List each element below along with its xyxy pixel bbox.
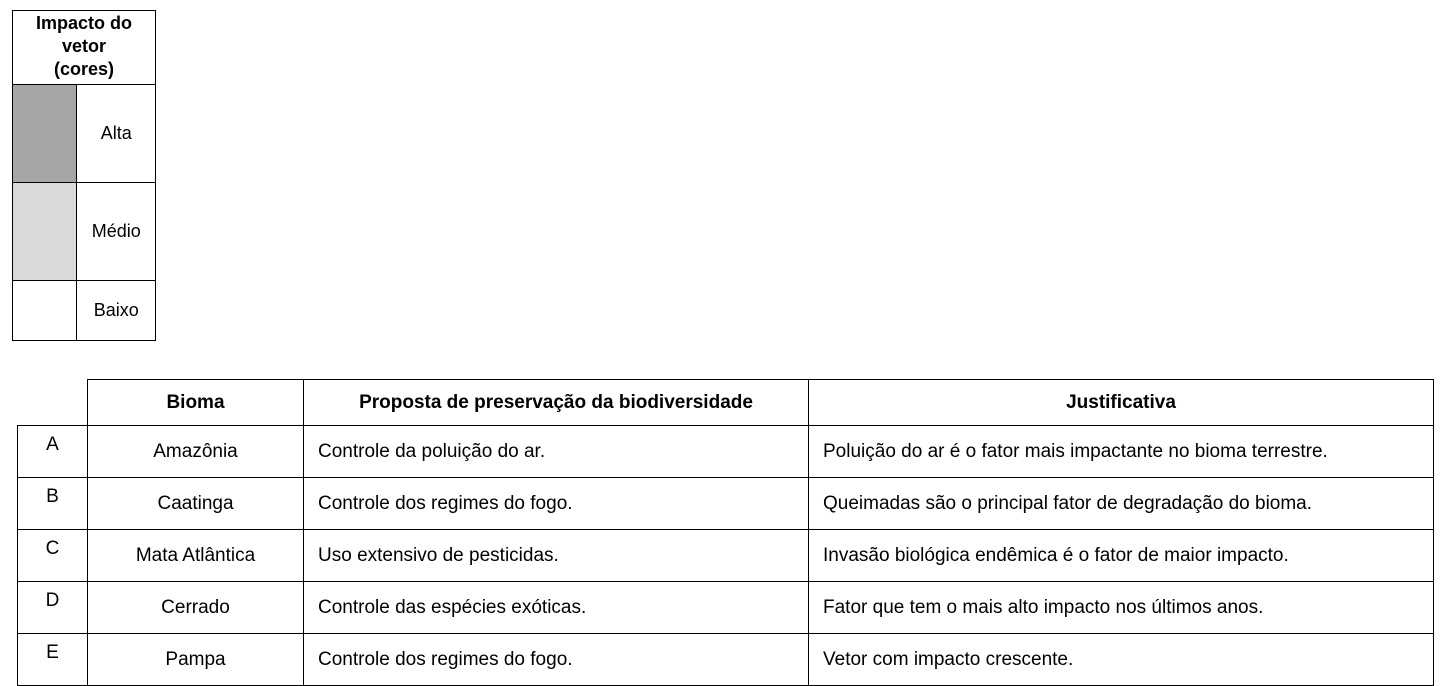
- justificativa-cell: Vetor com impacto crescente.: [809, 634, 1434, 686]
- proposta-cell: Uso extensivo de pesticidas.: [304, 530, 809, 582]
- justificativa-cell: Poluição do ar é o fator mais impactante no bioma terrestre.: [809, 426, 1434, 478]
- table-row: [18, 478, 1434, 530]
- header-proposta: Proposta de preservação da biodiversidade: [304, 380, 809, 426]
- justificativa-cell: Fator que tem o mais alto impacto nos últimos anos.: [809, 582, 1434, 634]
- header-justificativa: Justificativa: [809, 380, 1434, 426]
- legend-swatch-medium: [13, 183, 77, 281]
- legend-title: Impacto do vetor (cores): [13, 11, 156, 85]
- header-corner: [18, 380, 88, 426]
- bioma-cell: Mata Atlântica: [88, 530, 304, 582]
- bioma-cell: Caatinga: [88, 478, 304, 530]
- table-header-row: [18, 380, 1434, 426]
- justificativa-cell: Invasão biológica endêmica é o fator de maior impacto.: [809, 530, 1434, 582]
- table-row: [18, 582, 1434, 634]
- header-bioma: Bioma: [88, 380, 304, 426]
- proposta-cell: Controle dos regimes do fogo.: [304, 478, 809, 530]
- proposta-cell: Controle da poluição do ar.: [304, 426, 809, 478]
- bioma-cell: Pampa: [88, 634, 304, 686]
- table-row: [18, 426, 1434, 478]
- table-row: [18, 634, 1434, 686]
- legend-label-medium: Médio: [77, 183, 156, 281]
- option-letter: C: [18, 530, 88, 582]
- bioma-cell: Cerrado: [88, 582, 304, 634]
- legend-label-low: Baixo: [77, 281, 156, 341]
- option-letter: B: [18, 478, 88, 530]
- option-letter: D: [18, 582, 88, 634]
- proposta-cell: Controle das espécies exóticas.: [304, 582, 809, 634]
- legend-swatch-low: [13, 281, 77, 341]
- options-table: [17, 379, 1434, 686]
- proposta-cell: Controle dos regimes do fogo.: [304, 634, 809, 686]
- impact-legend: [12, 10, 156, 341]
- option-letter: E: [18, 634, 88, 686]
- justificativa-cell: Queimadas são o principal fator de degradação do bioma.: [809, 478, 1434, 530]
- option-letter: A: [18, 426, 88, 478]
- table-row: [18, 530, 1434, 582]
- bioma-cell: Amazônia: [88, 426, 304, 478]
- legend-swatch-high: [13, 85, 77, 183]
- legend-label-high: Alta: [77, 85, 156, 183]
